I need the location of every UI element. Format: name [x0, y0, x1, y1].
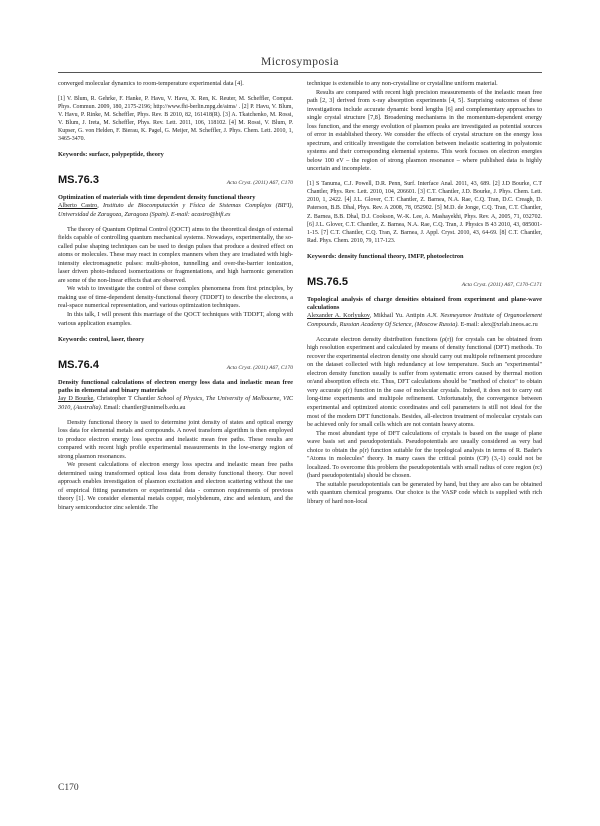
email: Email: chantler@unimelb.edu.au [102, 403, 186, 411]
presenting-author: Alexander A. Korlyukov [307, 312, 370, 320]
affiliation: , Instituto de Biocomputación y Física de Sistemas Complejos (BIFI), Universidad de Zaragoza, Zaragoza (Spain). E-mail: acastro@bifi.es [58, 202, 294, 218]
abstract-citation: Acta Cryst. (2011) A67, C170-C171 [461, 281, 542, 288]
abstract-citation: Acta Cryst. (2011) A67, C170 [226, 180, 293, 187]
abstract-paragraph: Density functional theory is used to determine joint density of states and optical energy loss data for elemental metals and compounds. A novel transform algorithm is then employed to produce electron energy loss spectra and inelastic mean free paths. These results are compared with recent high profile experimental measurements in the low-energy region of strong plasmon resonances. [58, 418, 293, 460]
abstract-header [58, 174, 293, 186]
abstract-paragraph: The suitable pseudopotentials can be generated by hand, but they are also can be obtained with quantum chemical programs. Our choice is the VASP code which is supplied with rich library of hard non-local [307, 480, 542, 505]
abstract-id: MS.76.5 [307, 275, 348, 288]
abstract-title: Density functional calculations of electron energy loss data and inelastic mean free paths in elemental and binary materials [58, 378, 293, 395]
continued-text: technique is extensible to any non-crystalline or crystalline uniform material. [307, 80, 498, 87]
affiliation: A.N. Nesmeyanov Institute of Organoelement Compounds, Russian Academy Of Science, (Moscow Russia). [307, 312, 542, 329]
references: [1] V. Blum, R. Gehrke, F. Hanke, P. Havu, V. Havu, X. Ren, K. Reuter, M. Scheffler, Comput. Phys. Commun. 2009, 180, 2175-2196; http://www.fhi-berlin.mpg.de/aims/ . [2] P. Havu, V. Blum, V. Havu, P. Rinke, M. Scheffler, Phys. Rev. B 2010, 82, 161418(R). [3] A. Tkatchenko, M. Rossi, V. Blum, J. Ireta, M. Scheffler, Phys. Rev. Lett. 2011, 106, 118102. [4] M. Rossi, V. Blum, P. Kupser, G. von Helden, F. Bierau, K. Pagel, G. Meijer, M. Scheffler, J. Phys. Chem. Lett. 2010, 1, 3465-3470. [58, 95, 293, 143]
left-column [58, 80, 293, 513]
co-authors: , Christopher T Chantler [93, 395, 158, 403]
author-line [58, 202, 293, 219]
header-rule [58, 72, 542, 73]
abstract-header [307, 276, 542, 288]
abstract-paragraph: In this talk, I will present this marriage of the QOCT techniques with TDDFT, along with various application examples. [58, 310, 293, 327]
author-line [307, 312, 542, 329]
keywords: Keywords: control, laser, theory [58, 336, 145, 344]
email: E-mail: alex@xrlab.ineos.ac.ru [458, 321, 538, 329]
abstract-paragraph: We present calculations of electron energy loss spectra and inelastic mean free paths determined using transformed optical loss data from density functional theory. Our novel approach enables investigation of plasmon excitation and electron scattering without the use of empirical fitting parameters or experimental data - common requirements of previous theory [1]. We consider elemental metals copper, molybdenum, zinc and selenium, and the binary semiconductor zinc selenide. The [58, 461, 293, 511]
keywords: Keywords: surface, polypeptide, theory [58, 151, 164, 159]
abstract-id: MS.76.4 [58, 358, 99, 371]
abstract-paragraph: The most abundant type of DFT calculations of crystals is based on the usage of plane wave basis set and pseudopotentials. Pseudopotentials are usually considered as very bad choice to obtain the ρ(r) function suitable for the topological analysis in terms of R. Bader's "Atoms in molecules" theory. In many cases the critical points (CP) (3,-1) could not be localized. To overcome this problem the pseudopotentials with small radius of core region (rc) (hard pseudopotentials) should be chosen. [307, 429, 542, 480]
right-column [307, 80, 542, 507]
continued-text: converged molecular dynamics to room-temperature experimental data [4]. [58, 80, 244, 87]
abstract-citation: Acta Cryst. (2011) A67, C170 [226, 364, 293, 371]
presenting-author: Jay D Bourke [58, 395, 94, 403]
abstract-id: MS.76.3 [58, 174, 99, 187]
abstract-paragraph: Accurate electron density distribution functions (ρ(r)) for crystals can be obtained from high resolution experiment and calculated by means of density functional (DFT) methods. To recover the experimental electron density one should carry out multipole refinement procedure on the dataset collected with high redundancy at low temperature. Such an "experimental" electron density function usually is suffer from systematic errors caused by thermal motion or/and absorption effects etc. Thus, DFT calculations should be "method of choice" to obtain very accurate ρ(r) function in the case of molecular crystals. Indeed, it does not to carry out long-time experiments and multipole refinement. Unfortunately, the convergence between experimental and optimized atomic coordinates and cell parameters is still not ideal for the most of the modern DFT functionals. Besides, all-electron treatment of molecular crystals can be achieved only for small cells which are not contain heavy atoms. [307, 335, 542, 429]
abstract-paragraph: We wish to investigate the control of these complex phenomena from first principles, by making use of time-dependent density-functional theory (TDDFT) to describe the electrons, a real-space numerical representation, and various optimization techniques. [58, 285, 293, 310]
abstract-header [58, 359, 293, 371]
references-block [307, 180, 542, 245]
page-number: C170 [58, 783, 79, 793]
author-line [58, 395, 293, 412]
running-header: Microsymposia [260, 56, 340, 68]
abstract-title: Topological analysis of charge densities obtained from experiment and plane-wave calculations [307, 295, 542, 312]
abstract-title: Optimization of materials with time dependent density functional theory [58, 194, 256, 202]
keywords: Keywords: density functional theory, IMFP, photoelectron [307, 253, 464, 261]
abstract-paragraph: Results are compared with recent high precision measurements of the inelastic mean free path [2, 3] derived from x-ray absorption experiments [4, 5]. Surprising outcomes of these investigations include accurate dynamic bond lengths [6] and complementary approaches to single crystal structure [7,8]. Broadening mechanisms in the momentum-dependent energy loss function, and the energy evolution of plasmon peaks are investigated as potential sources of error in established theory. We consider the effects of crystal structure on the energy loss spectrum, and critically investigate the correlation between inelastic scattering in polyatomic systems and their corresponding elemental systems. This work focuses on electron energies below 100 eV – the region of strong plasmon resonance – where published data is highly uncertain and incomplete. [307, 88, 542, 173]
affiliation: School of Physics, The University of Melbourne, VIC 3010, (Australia). [58, 395, 294, 411]
references-block [58, 95, 293, 144]
presenting-author: Alberto Castro [58, 202, 98, 210]
co-authors: , Mikhail Yu. Antipin [369, 312, 427, 320]
references: [1] S Tanuma, C.J. Powell, D.R. Penn, Surf. Interface Anal. 2011, 43, 689. [2] J.D Bourke, C.T Chantler, Phys. Rev. Lett. 2010, 104, 206601. [3] C.T. Chantler, J.D. Bourke, J. Phys. Chem. Lett. 2010, 1, 2422. [4] J.L. Glover, C.T. Chantler, Z. Barnea, N.A. Rae, C.Q. Tran, D.C. Creagh, D. Paterson, B.B. Dhal, Phys. Rev. A 2008, 78, 052902. [5] M.D. de Jonge, C.Q. Tran, C.T. Chantler, Z. Barnea, B.B. Dhal, D.J. Cookson, W.-K. Lee, A. Mashayekhi, Phys. Rev. A, 2005, 71, 032702. [6] J.L. Glover, C.T. Chantler, Z. Barnea, N.A. Rae, C.Q. Tran, J. Physics B 43 2010, 43, 085001-1-15. [7] C.T. Chantler, C.Q. Tran, Z. Barnea, J. Appl. Cryst. 2010, 43, 64-69. [8] C.T. Chantler, Rad. Phys. Chem. 2010, 79, 117-123. [307, 181, 542, 244]
abstract-paragraph: The theory of Quantum Optimal Control (QOCT) aims to the theoretical design of external fields capable of controlling quantum mechanical systems. Nowadays, experimentally, the so-called pulse shaping techniques can be used to design pulses that produce a desired effect on atoms or molecules. These may react in complex manners when they are irradiated with high-intensity electromagnetic pulses: multi-photon, tunnelling and over-the-barrier ionization, laser driven photo-induced isomerizations or fragmentations, and high harmonic generation are some of the non-linear effects that are observed. [58, 225, 293, 284]
